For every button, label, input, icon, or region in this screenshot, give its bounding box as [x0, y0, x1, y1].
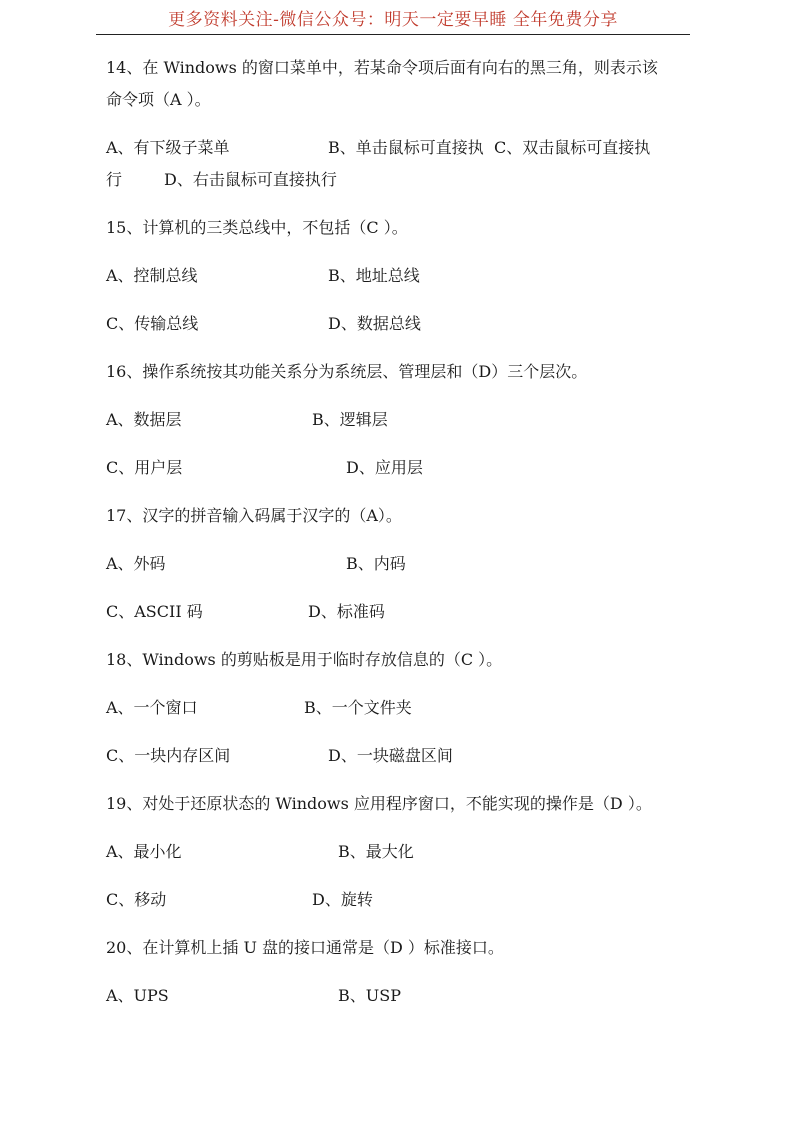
option-d: D、一块磁盘区间: [328, 746, 453, 765]
question-19: [106, 788, 686, 916]
option-d: D、数据总线: [328, 314, 421, 333]
options-row: [106, 836, 686, 868]
options-row: [106, 740, 686, 772]
option-a: A、最小化: [106, 842, 182, 861]
option-b: B、最大化: [338, 842, 414, 861]
options-row: [106, 260, 686, 292]
option-a: A、数据层: [106, 410, 182, 429]
option-d: D、标准码: [308, 602, 385, 621]
option-a: A、UPS: [106, 986, 169, 1005]
question-14: [106, 52, 686, 196]
option-c: C、双击鼠标可直接执: [494, 138, 651, 157]
options-row: [106, 692, 686, 724]
options-row: [106, 404, 686, 436]
question-20: [106, 932, 686, 1012]
question-stem: 15、计算机的三类总线中，不包括（C ）。: [106, 218, 408, 237]
options-row: [106, 308, 686, 340]
option-c: C、一块内存区间: [106, 746, 231, 765]
question-stem: 16、操作系统按其功能关系分为系统层、管理层和（D）三个层次。: [106, 362, 588, 381]
option-b: B、单击鼠标可直接执: [328, 138, 484, 157]
question-stem-continued: 命令项（A ）。: [106, 90, 211, 109]
option-b: B、USP: [338, 986, 401, 1005]
option-c: C、传输总线: [106, 314, 199, 333]
question-list: [106, 52, 686, 1028]
option-b: B、一个文件夹: [304, 698, 412, 717]
option-c-continued: 行: [106, 170, 123, 189]
option-c: C、ASCII 码: [106, 602, 203, 621]
question-stem: 17、汉字的拼音输入码属于汉字的（A）。: [106, 506, 402, 525]
question-15: [106, 212, 686, 340]
options-row: [106, 548, 686, 580]
option-b: B、地址总线: [328, 266, 420, 285]
option-a: A、控制总线: [106, 266, 198, 285]
question-stem: 19、对处于还原状态的 Windows 应用程序窗口，不能实现的操作是（D ）。: [106, 794, 652, 813]
option-a: A、一个窗口: [106, 698, 198, 717]
options-wrapped: [106, 132, 686, 196]
question-16: [106, 356, 686, 484]
options-row: [106, 452, 686, 484]
question-stem: 18、Windows 的剪贴板是用于临时存放信息的（C ）。: [106, 650, 503, 669]
options-line-2: [106, 164, 686, 196]
option-b: B、逻辑层: [312, 410, 388, 429]
question-stem: 14、在 Windows 的窗口菜单中，若某命令项后面有向右的黑三角，则表示该: [106, 58, 658, 77]
option-a: A、外码: [106, 554, 166, 573]
option-d: D、旋转: [312, 890, 373, 909]
page-header-banner: 更多资料关注-微信公众号：明天一定要早睡 全年免费分享: [96, 6, 690, 35]
options-row: [106, 596, 686, 628]
question-stem: 20、在计算机上插 U 盘的接口通常是（D ）标准接口。: [106, 938, 504, 957]
question-18: [106, 644, 686, 772]
option-b: B、内码: [346, 554, 406, 573]
options-row: [106, 980, 686, 1012]
option-c: C、用户层: [106, 458, 183, 477]
question-17: [106, 500, 686, 628]
option-d: D、右击鼠标可直接执行: [164, 170, 337, 189]
options-row: [106, 884, 686, 916]
option-a: A、有下级子菜单: [106, 138, 230, 157]
options-line-1: [106, 132, 686, 164]
option-c: C、移动: [106, 890, 167, 909]
option-d: D、应用层: [346, 458, 423, 477]
